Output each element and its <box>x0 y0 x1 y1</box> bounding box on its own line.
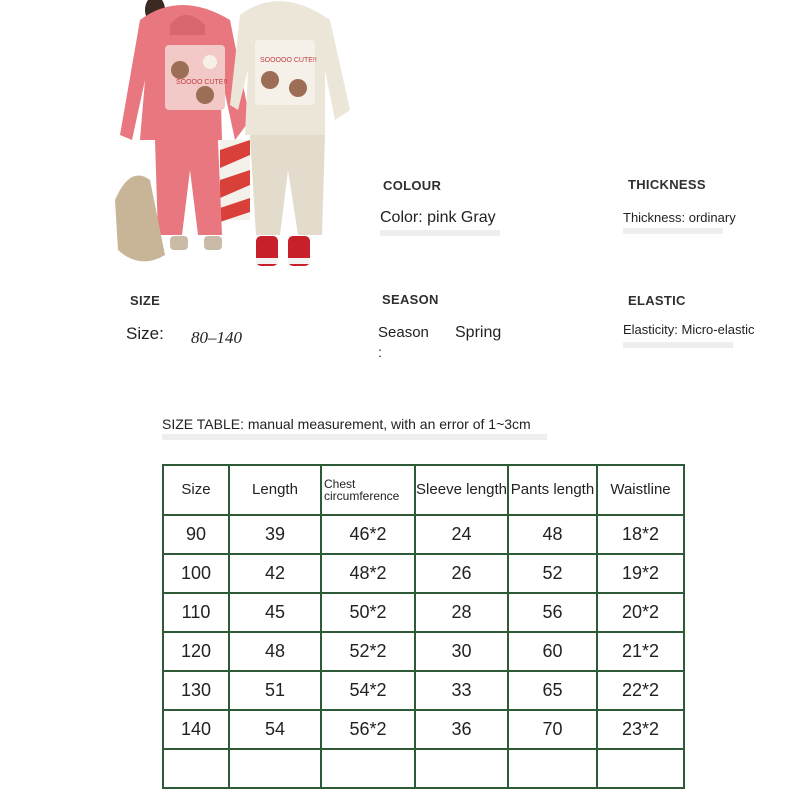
cell-waistline: 18*2 <box>597 515 684 554</box>
elastic-heading: ELASTIC <box>628 293 686 308</box>
elastic-value: Elasticity: Micro-elastic <box>623 322 755 337</box>
cell-length: 48 <box>229 632 321 671</box>
cell-empty <box>163 749 229 788</box>
cell-size: 110 <box>163 593 229 632</box>
size-table-note: SIZE TABLE: manual measurement, with an error of 1~3cm <box>162 416 531 432</box>
cell-sleeve: 26 <box>415 554 508 593</box>
table-row <box>163 671 684 710</box>
cell-chest: 56*2 <box>321 710 415 749</box>
cell-chest: 52*2 <box>321 632 415 671</box>
cell-empty <box>321 749 415 788</box>
header-sleeve: Sleeve length <box>415 465 508 515</box>
product-photo <box>110 0 355 280</box>
header-size: Size <box>163 465 229 515</box>
cell-length: 39 <box>229 515 321 554</box>
cell-pants: 70 <box>508 710 597 749</box>
table-row <box>163 554 684 593</box>
season-heading: SEASON <box>382 292 439 307</box>
table-row <box>163 710 684 749</box>
cell-chest: 50*2 <box>321 593 415 632</box>
cell-waistline: 20*2 <box>597 593 684 632</box>
size-table <box>162 464 685 789</box>
header-chest: Chest circumference <box>321 465 415 515</box>
cell-pants: 52 <box>508 554 597 593</box>
cell-length: 42 <box>229 554 321 593</box>
cell-sleeve: 30 <box>415 632 508 671</box>
cell-empty <box>229 749 321 788</box>
thickness-value: Thickness: ordinary <box>623 210 736 225</box>
thickness-heading: THICKNESS <box>628 177 706 192</box>
striped-prop <box>220 140 250 222</box>
cell-sleeve: 24 <box>415 515 508 554</box>
cell-size: 140 <box>163 710 229 749</box>
season-value: Spring <box>455 324 502 341</box>
season-colon: : <box>378 344 382 360</box>
cell-length: 45 <box>229 593 321 632</box>
cell-pants: 65 <box>508 671 597 710</box>
colour-underline <box>380 230 500 236</box>
header-waistline: Waistline <box>597 465 684 515</box>
cell-pants: 60 <box>508 632 597 671</box>
cell-chest: 48*2 <box>321 554 415 593</box>
cell-waistline: 23*2 <box>597 710 684 749</box>
colour-heading: COLOUR <box>383 178 442 193</box>
cream-print-text: SOOOOO CUTE!! <box>260 57 317 64</box>
size-heading: SIZE <box>130 293 161 308</box>
table-row-empty <box>163 749 684 788</box>
cell-empty <box>415 749 508 788</box>
pink-print-text: SOOOO CUTE!! <box>176 79 228 86</box>
cell-empty <box>508 749 597 788</box>
cell-chest: 54*2 <box>321 671 415 710</box>
table-row <box>163 593 684 632</box>
table-row <box>163 632 684 671</box>
elastic-underline <box>623 342 733 348</box>
cell-pants: 56 <box>508 593 597 632</box>
cell-sleeve: 33 <box>415 671 508 710</box>
season-label: Season <box>378 324 429 341</box>
cell-sleeve: 28 <box>415 593 508 632</box>
header-length: Length <box>229 465 321 515</box>
cream-outfit <box>230 1 350 266</box>
size-value: 80–140 <box>191 328 242 347</box>
cell-waistline: 22*2 <box>597 671 684 710</box>
cell-chest: 46*2 <box>321 515 415 554</box>
thickness-underline <box>623 228 723 234</box>
cell-waistline: 19*2 <box>597 554 684 593</box>
cell-length: 54 <box>229 710 321 749</box>
colour-value: Color: pink Gray <box>380 209 496 226</box>
cell-empty <box>597 749 684 788</box>
cell-size: 100 <box>163 554 229 593</box>
table-row <box>163 515 684 554</box>
cell-length: 51 <box>229 671 321 710</box>
note-underline <box>162 434 547 440</box>
header-pants: Pants length <box>508 465 597 515</box>
cell-size: 90 <box>163 515 229 554</box>
size-label: Size: <box>126 324 164 343</box>
cell-pants: 48 <box>508 515 597 554</box>
cell-waistline: 21*2 <box>597 632 684 671</box>
cell-size: 130 <box>163 671 229 710</box>
cell-size: 120 <box>163 632 229 671</box>
table-header-row <box>163 465 684 515</box>
cell-sleeve: 36 <box>415 710 508 749</box>
